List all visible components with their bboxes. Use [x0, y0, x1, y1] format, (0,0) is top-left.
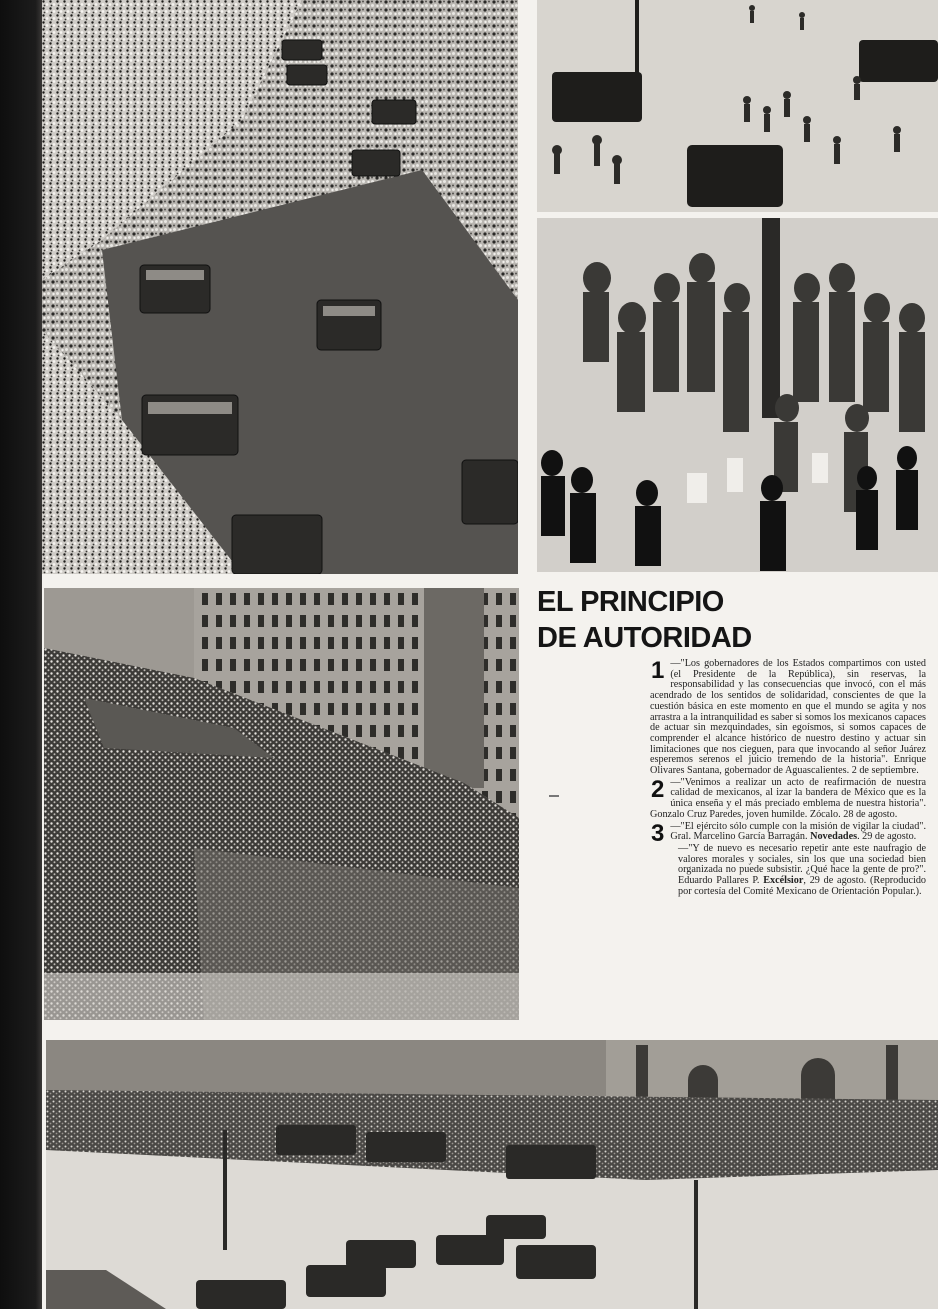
quote-number: 3 — [651, 819, 665, 847]
crowd-at-palace-photo — [44, 588, 519, 1020]
binding-edge — [0, 0, 42, 1309]
article-body — [650, 659, 926, 898]
quote-number: 2 — [651, 775, 665, 803]
quote-number: 1 — [651, 657, 665, 684]
zocalo-with-vehicles-photo — [46, 1040, 938, 1309]
quote-text: —"El ejército sólo cumple con la misión de vigilar la ciudad". Gral. Marcelino García Barragán. — [670, 820, 926, 843]
quote-source: Novedades — [810, 831, 858, 843]
quote-item-3-extra — [678, 844, 926, 898]
headline-line-1: EL PRINCIPIO — [537, 586, 724, 618]
quote-text: —"Los gobernadores de los Estados compartimos con usted (el Presidente de la República), sin reservas, la responsabilidad y las consecuencias que invocó, con el más acendrado de los sentidos de solidaridad, conscientes de que la cuestión básica en este momento en que el mundo se agita y nos arrastra a la intranquilidad es saber si somos los mexicanos capaces de actuar sin mezquindades, sin egoísmos, si somos capaces de comprender el alcance histórico de nuestro destino y actuar sin limitaciones que nos cieguen, para que invocando al señor Juárez esperemos serenos el juicio tremendo de la historia". Enrique Olivares Santana, gobernador de Aguascalientes. 2 de septiembre. — [650, 658, 926, 777]
quote-date: . 29 de agosto. — [857, 831, 917, 843]
armored-vehicles-in-crowd-photo — [42, 0, 518, 574]
dash-mark — [549, 795, 559, 797]
headline-line-2: DE AUTORIDAD — [537, 622, 752, 654]
quote-item-1 — [650, 659, 926, 777]
soldiers-and-civilians-photo — [537, 218, 938, 572]
quote-source: Excélsior — [763, 875, 804, 887]
quote-date: , 29 de agosto. (Reproducido por cortesía del Comité Mexicano de Orientación Popular.). — [678, 875, 927, 897]
quote-item-3 — [650, 819, 926, 847]
quote-text: —"Y de nuevo es necesario repetir ante este naufragio de valores morales y sociales, sin los que una sociedad bien organizada no puede subsistir. ¿Qué hace la gente de pro?". Eduardo Pallares P. — [678, 842, 926, 887]
quote-text: —"Venimos a realizar un acto de reafirmación de nuestra calidad de mexicanos, al izar la bandera de México que es la única enseña y el más preciado emblema de nuestra historia". Gonzalo Cruz Paredes, joven humilde. Zócalo. 28 de agosto. — [650, 776, 926, 820]
quote-item-2 — [650, 775, 926, 821]
armored-vehicles-on-plaza-photo — [537, 0, 938, 212]
